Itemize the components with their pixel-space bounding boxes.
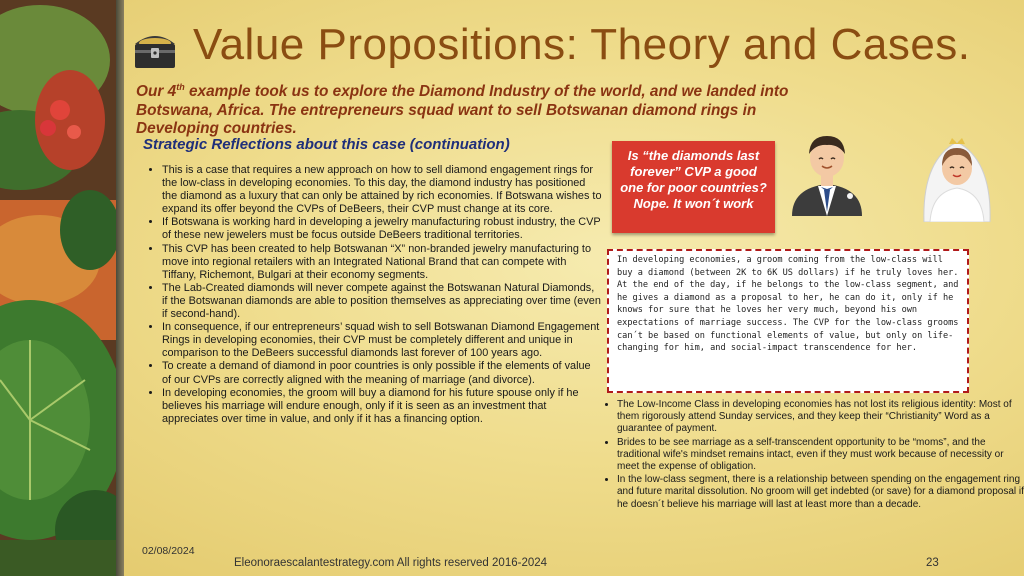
- list-item: • Brides to be see marriage as a self-transcendent opportunity to be “moms”, and the traditional wife's mindset remains intact, even if they must work because of necessity or meet the expense of obligation.: [617, 437, 1024, 474]
- right-bullet-list: [603, 399, 1024, 512]
- intro-rest: example took us to explore the Diamond Industry of the world, and we landed into Botswana, Africa. The entrepreneurs squad want to sell Botswanan diamond rings in Developing countries.: [136, 83, 789, 138]
- list-item: • To create a demand of diamond in poor countries is only possible if the elements of value of our CVPs are correctly aligned with the meaning of marriage (and divorce).: [162, 360, 602, 386]
- list-item: • The Lab-Created diamonds will never compete against the Botswanan Natural Diamonds, if the Botswanan diamonds are able to position themselves as appreciating over time (even if second-hand).: [162, 282, 602, 321]
- page-number: 23: [926, 557, 939, 569]
- decorative-plant-panel: [0, 0, 116, 576]
- intro-superscript: th: [176, 82, 185, 92]
- slide-date: 02/08/2024: [142, 545, 195, 557]
- slide-title: Value Propositions: Theory and Cases.: [193, 20, 971, 69]
- list-item: • In developing economies, the groom will buy a diamond for his future spouse only if he believes his marriage will endure enough, only if it is seen as an investment that appreciates over time in value, and only if it has a financing option.: [162, 387, 602, 426]
- section-subheading: Strategic Reflections about this case (continuation): [143, 136, 510, 153]
- treasure-chest-icon: [131, 28, 179, 70]
- list-item: • In the low-class segment, there is a relationship between spending on the engagement ring and future marital dissolution. No groom will get indebted (or save) for a diamond proposal if he doesn´t believe his marriage will last at least more than a decade.: [617, 474, 1024, 511]
- list-item: • This is a case that requires a new approach on how to sell diamond engagement rings for the low-class in developing economies. To this day, the diamond industry has positioned the diamond as a luxury that can only be attained by rich economies. If Botswana wishes to expand its offer beyond the CVPs of DeBeers, their CVP must change at its core.: [162, 164, 602, 216]
- footer-text: Eleonoraescalantestrategy.com All rights reserved 2016-2024: [234, 557, 548, 569]
- list-item: • This CVP has been created to help Botswanan “X” non-branded jewelry manufacturing to move into regional retailers with an Integrated National Brand that can compete with Tiffany, Richemont, Bulgari at their economy segments.: [162, 243, 602, 282]
- bride-icon: [916, 130, 998, 222]
- handwritten-note-box: In developing economies, a groom coming from the low-class will buy a diamond (between 2K to 6K US dollars) if he truly loves her. At the end of the day, if he belongs to the low-class segment, and he gives a diamond as a proposal to her, he can do it, only if he knows for sure that he loves her very much, beyond his own expectations of marriage success. The CVP for the low-class grooms can´t be based on functional elements of value, but only on life-changing for him, and social-impact transcendence for her.: [607, 249, 969, 393]
- list-item: • In consequence, if our entrepreneurs’ squad wish to sell Botswanan Diamond Engagement Rings in developing economies, their CVP must be completely different and unique in comparison to the DeBeers successful diamonds last forever of 100 years ago.: [162, 321, 602, 360]
- intro-paragraph: [136, 78, 836, 139]
- groom-icon: [786, 130, 868, 216]
- intro-prefix: Our 4: [136, 83, 177, 101]
- plant-illustration: [0, 0, 116, 576]
- divider-bar: [116, 0, 124, 576]
- list-item: • The Low-Income Class in developing economies has not lost its religious identity: Most of them rigorously attend Sunday services, and they keep their “Christianity” Word as a guarantee of payment.: [617, 399, 1024, 436]
- callout-box: Is “the diamonds last forever” CVP a good one for poor countries? Nope. It won´t work: [612, 141, 775, 233]
- left-bullet-list: [146, 164, 602, 426]
- list-item: • If Botswana is working hard in developing a jewelry manufacturing robust industry, the CVP of these new jewelers must be focus outside DeBeers traditional territories.: [162, 216, 602, 242]
